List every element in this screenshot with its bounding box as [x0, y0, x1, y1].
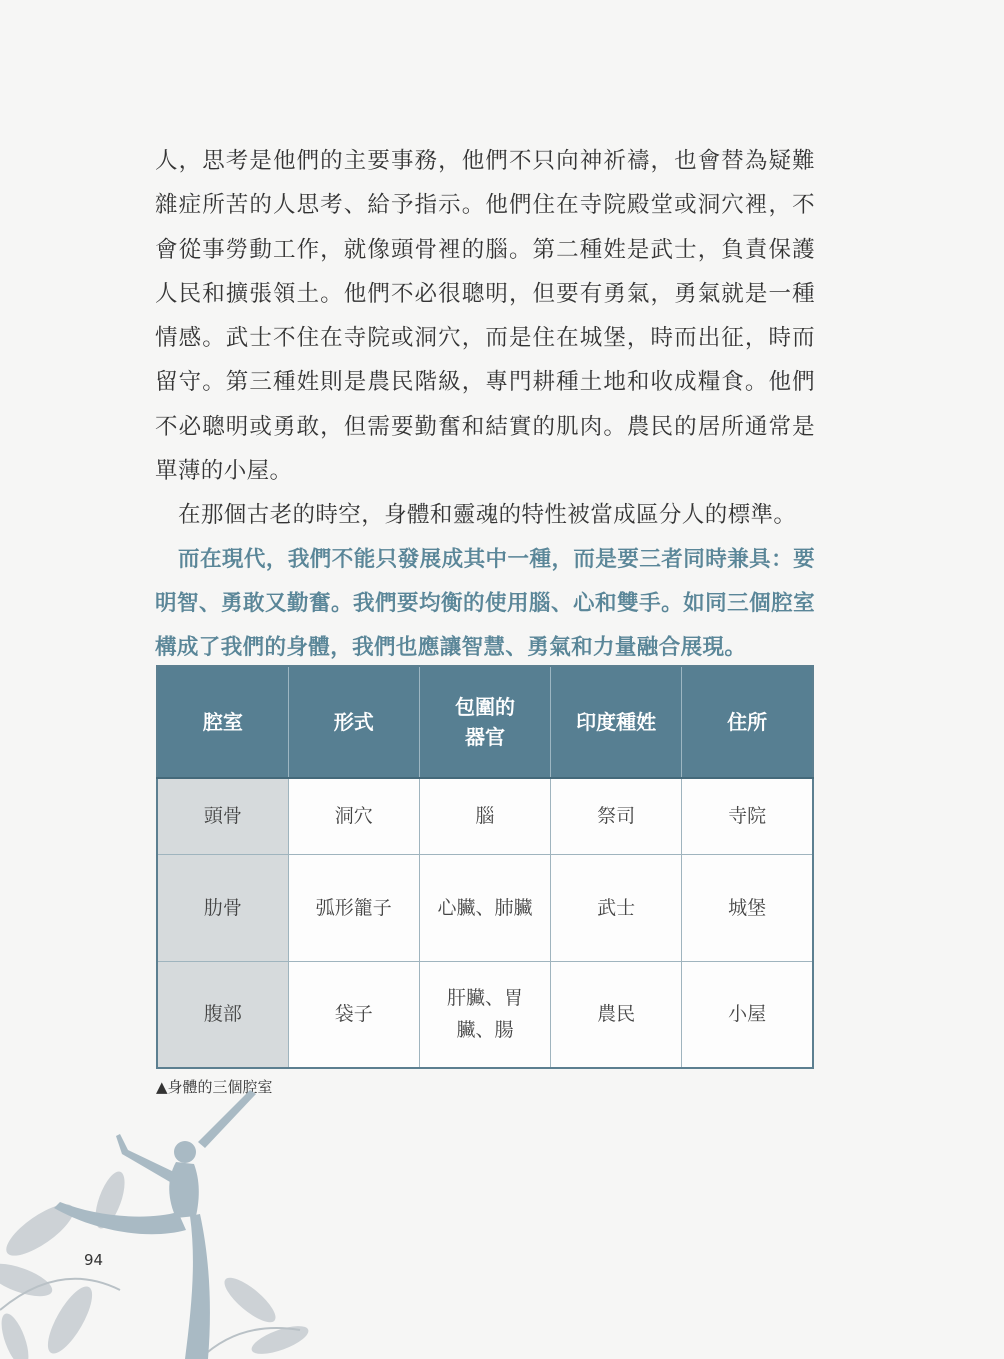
table-cell: 肋骨 — [157, 854, 288, 961]
table-cell: 腹部 — [157, 961, 288, 1068]
paragraph: 在那個古老的時空，身體和靈魂的特性被當成區分人的標準。 — [178, 502, 797, 529]
table-cell: 農民 — [551, 961, 682, 1068]
table-cell: 小屋 — [682, 961, 813, 1068]
table-cell: 寺院 — [682, 778, 813, 854]
paragraph: 人，思考是他們的主要事務，他們不只向神祈禱，也會替為疑難雜症所苦的人思考、給予指示。他們住在寺院殿堂或洞穴裡，不會從事勞動工作，就像頭骨裡的腦。第二種姓是武士，負責保護人民和擴張領土。他們不必很聰明，但要有勇氣，勇氣就是一種情感。武士不住在寺院或洞穴，而是住在城堡，時而出征，時而留守。第三種姓則是農民階級，專門耕種土地和收成糧食。他們不必聰明或勇敢，但需要勤奮和結實的肌肉。農民的居所通常是單薄的小屋。 — [155, 148, 815, 485]
header-residence: 住所 — [682, 666, 813, 778]
table-cell: 城堡 — [682, 854, 813, 961]
chambers-table — [156, 665, 814, 1069]
highlighted-paragraph: 而在現代，我們不能只發展成其中一種，而是要三者同時兼具：要明智、勇敢又勤奮。我們要均衡的使用腦、心和雙手。如同三個腔室構成了我們的身體，我們也應讓智慧、勇氣和力量融合展現。 — [155, 546, 815, 661]
table-row — [157, 961, 813, 1068]
header-form: 形式 — [288, 666, 419, 778]
table-cell: 腦 — [419, 778, 550, 854]
table-caption: ▲身體的三個腔室 — [156, 1078, 273, 1096]
table-cell: 袋子 — [288, 961, 419, 1068]
dancer-decoration-icon — [0, 1090, 320, 1359]
table-cell: 武士 — [551, 854, 682, 961]
header-organs: 包圍的 器官 — [419, 666, 550, 778]
table-row — [157, 854, 813, 961]
header-caste: 印度種姓 — [551, 666, 682, 778]
table-cell: 心臟、肺臟 — [419, 854, 550, 961]
header-chamber: 腔室 — [157, 666, 288, 778]
table-cell: 弧形籠子 — [288, 854, 419, 961]
page-number: 94 — [84, 1251, 104, 1269]
table-cell: 洞穴 — [288, 778, 419, 854]
table-cell: 祭司 — [551, 778, 682, 854]
table-header-row — [157, 666, 813, 778]
body-text — [155, 139, 815, 671]
table-cell: 肝臟、胃 臟、腸 — [419, 961, 550, 1068]
table-row — [157, 778, 813, 854]
table-cell: 頭骨 — [157, 778, 288, 854]
